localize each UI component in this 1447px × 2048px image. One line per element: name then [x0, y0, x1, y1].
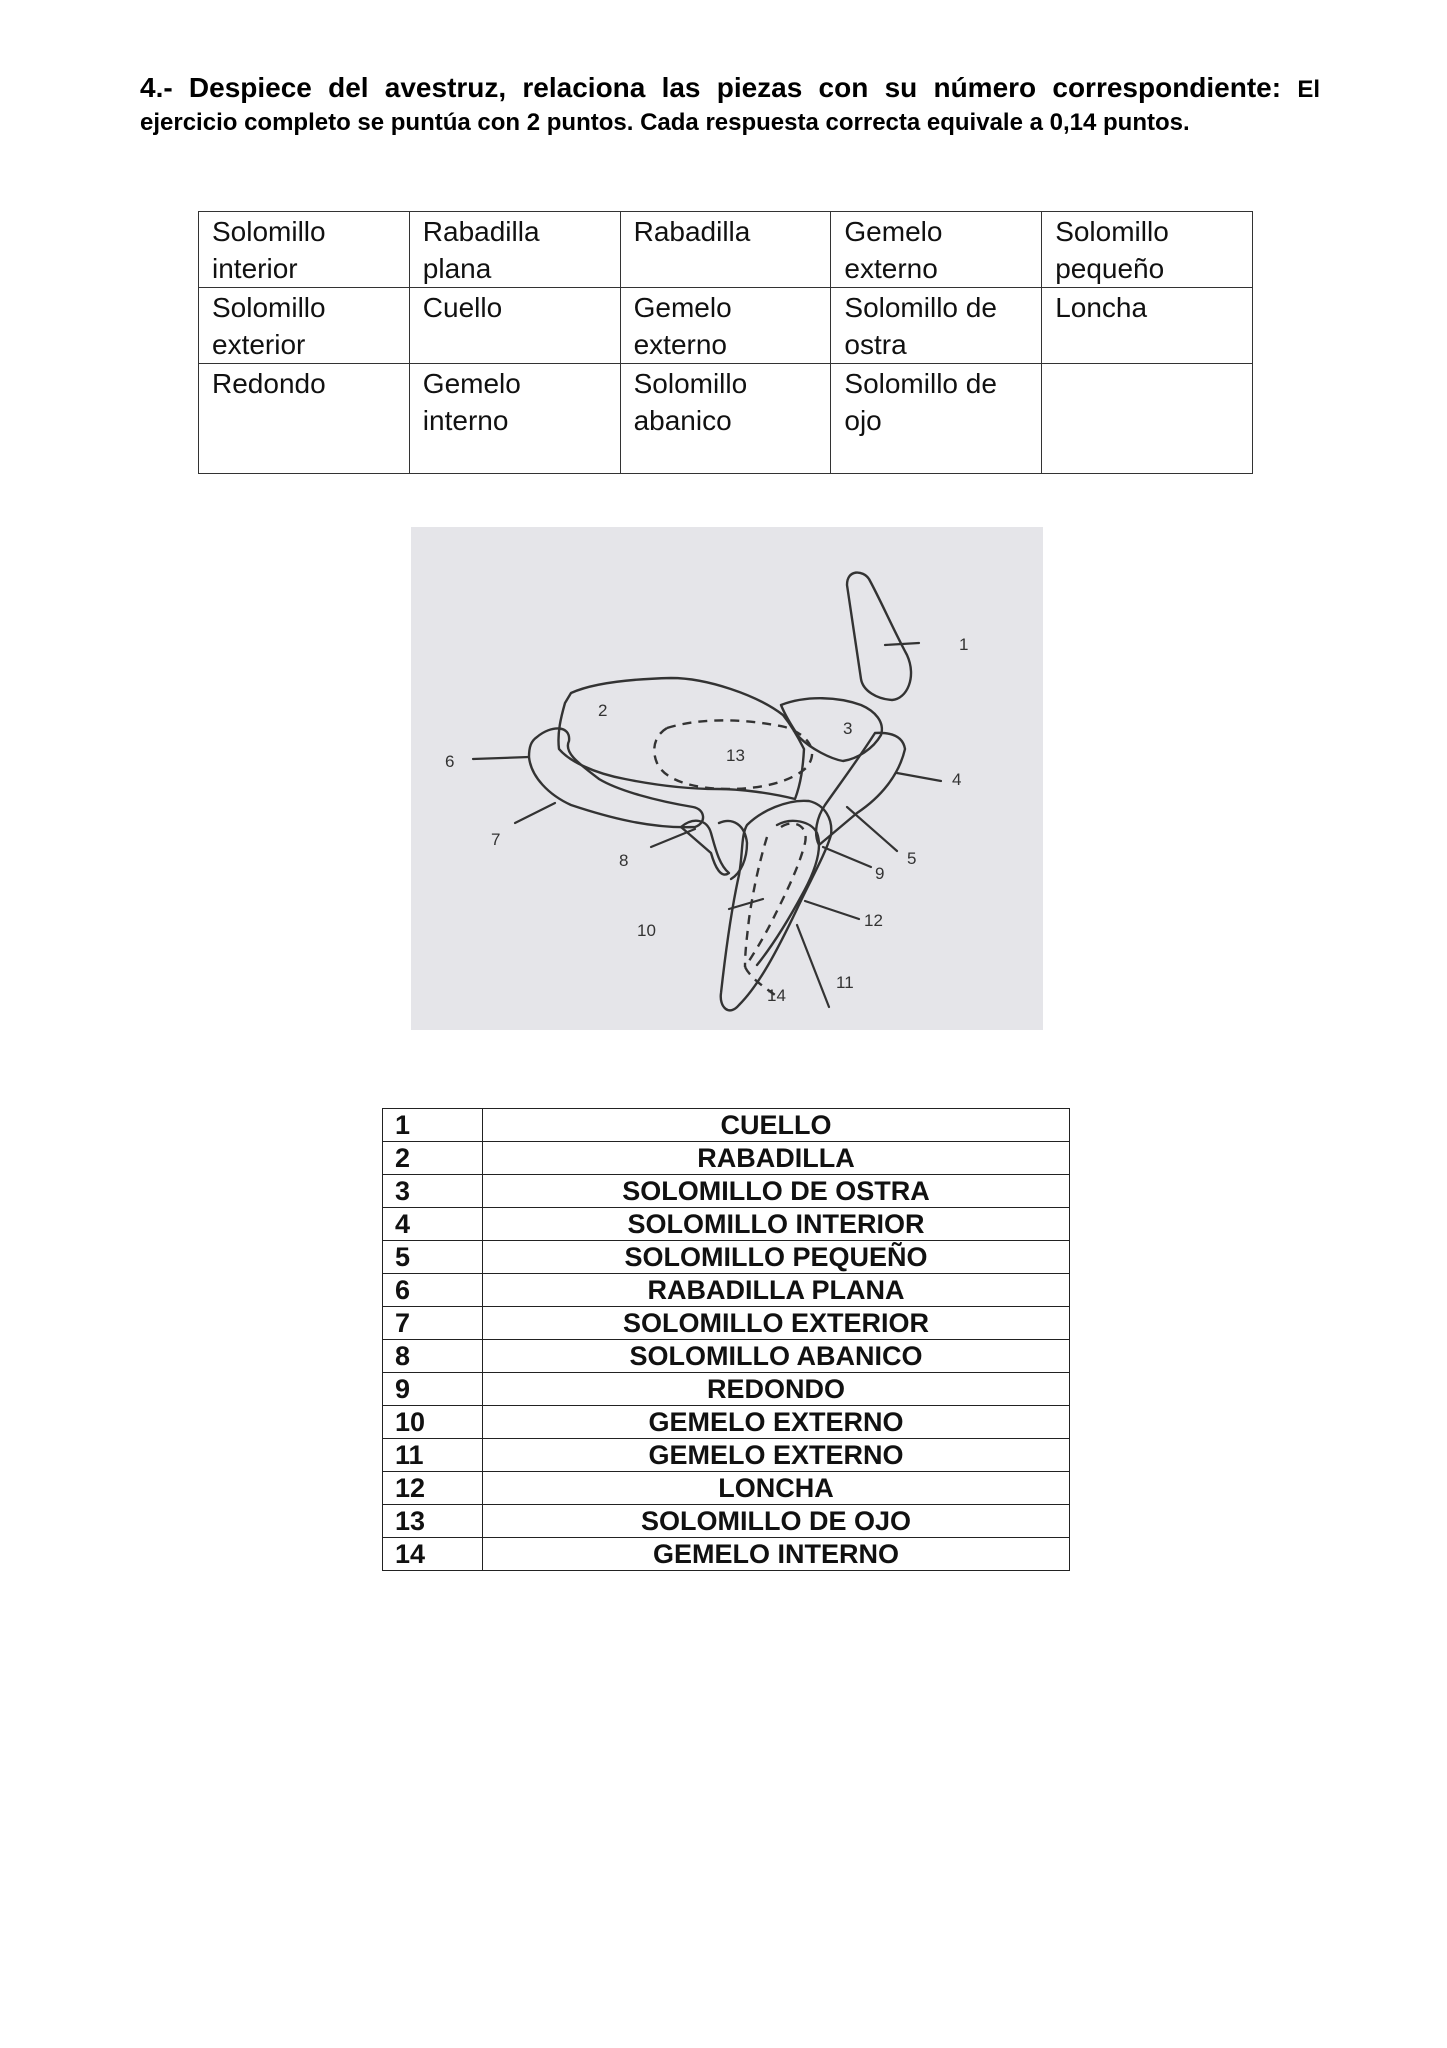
- word-bank-table: [198, 211, 1253, 474]
- exercise-heading: [140, 70, 1320, 139]
- answer-number: 9: [383, 1373, 483, 1406]
- answer-number: 6: [383, 1274, 483, 1307]
- answer-piece-name: RABADILLA PLANA: [483, 1274, 1070, 1307]
- answer-row: [383, 1307, 1070, 1340]
- diagram-label-6: 6: [445, 752, 455, 771]
- word-bank-cell: Redondo: [199, 364, 410, 474]
- diagram-label-4: 4: [952, 770, 962, 789]
- answer-number: 12: [383, 1472, 483, 1505]
- answer-number: 7: [383, 1307, 483, 1340]
- diagram-photo-background: [411, 527, 1043, 1030]
- answer-row: [383, 1241, 1070, 1274]
- answer-piece-name: REDONDO: [483, 1373, 1070, 1406]
- heading-line-1: [140, 70, 1320, 106]
- answer-piece-name: SOLOMILLO DE OSTRA: [483, 1175, 1070, 1208]
- heading-main-text: 4.- Despiece del avestruz, relaciona las piezas con su número correspondiente:: [140, 72, 1282, 103]
- answer-number: 8: [383, 1340, 483, 1373]
- diagram-label-3: 3: [843, 719, 853, 738]
- word-bank-cell: Gemelo externo: [831, 212, 1042, 288]
- word-bank-row: [199, 288, 1253, 364]
- answer-piece-name: RABADILLA: [483, 1142, 1070, 1175]
- diagram-label-13: 13: [726, 746, 745, 765]
- answer-piece-name: SOLOMILLO INTERIOR: [483, 1208, 1070, 1241]
- answer-piece-name: GEMELO INTERNO: [483, 1538, 1070, 1571]
- word-bank-cell: Solomillo de ostra: [831, 288, 1042, 364]
- answer-number: 1: [383, 1109, 483, 1142]
- answer-number: 3: [383, 1175, 483, 1208]
- diagram-label-2: 2: [598, 701, 608, 720]
- word-bank-cell: Solomillo interior: [199, 212, 410, 288]
- diagram-label-7: 7: [491, 830, 501, 849]
- answer-row: [383, 1340, 1070, 1373]
- word-bank-cell: Gemelo externo: [620, 288, 831, 364]
- heading-line-2: ejercicio completo se puntúa con 2 puntos. Cada respuesta correcta equivale a 0,14 puntos.: [140, 108, 1190, 136]
- word-bank-cell: [1042, 364, 1253, 474]
- answer-row: [383, 1406, 1070, 1439]
- answer-row: [383, 1175, 1070, 1208]
- word-bank-cell: Solomillo exterior: [199, 288, 410, 364]
- answer-number: 2: [383, 1142, 483, 1175]
- heading-tail-text: El: [1297, 76, 1321, 103]
- answer-number: 4: [383, 1208, 483, 1241]
- answer-row: [383, 1538, 1070, 1571]
- answer-row: [383, 1505, 1070, 1538]
- word-bank-cell: Rabadilla plana: [409, 212, 620, 288]
- answer-piece-name: LONCHA: [483, 1472, 1070, 1505]
- word-bank-cell: Cuello: [409, 288, 620, 364]
- answer-row: [383, 1373, 1070, 1406]
- answer-number: 5: [383, 1241, 483, 1274]
- answer-piece-name: CUELLO: [483, 1109, 1070, 1142]
- word-bank-cell: Solomillo abanico: [620, 364, 831, 474]
- answer-row: [383, 1109, 1070, 1142]
- diagram-label-12: 12: [864, 911, 883, 930]
- answer-row: [383, 1472, 1070, 1505]
- word-bank-row: [199, 212, 1253, 288]
- diagram-label-1: 1: [959, 635, 969, 654]
- diagram-label-9: 9: [875, 864, 885, 883]
- answer-row: [383, 1274, 1070, 1307]
- answer-number: 10: [383, 1406, 483, 1439]
- answer-number: 14: [383, 1538, 483, 1571]
- answer-row: [383, 1142, 1070, 1175]
- answer-row: [383, 1439, 1070, 1472]
- answer-piece-name: GEMELO EXTERNO: [483, 1439, 1070, 1472]
- word-bank-cell: Rabadilla: [620, 212, 831, 288]
- answer-piece-name: GEMELO EXTERNO: [483, 1406, 1070, 1439]
- answer-number: 13: [383, 1505, 483, 1538]
- answer-piece-name: SOLOMILLO ABANICO: [483, 1340, 1070, 1373]
- ostrich-leg-diagram: [411, 527, 1043, 1030]
- diagram-label-14: 14: [767, 986, 786, 1005]
- answer-row: [383, 1208, 1070, 1241]
- answer-piece-name: SOLOMILLO PEQUEÑO: [483, 1241, 1070, 1274]
- word-bank-cell: Gemelo interno: [409, 364, 620, 474]
- word-bank-cell: Solomillo pequeño: [1042, 212, 1253, 288]
- word-bank-cell: Solomillo de ojo: [831, 364, 1042, 474]
- word-bank-cell: Loncha: [1042, 288, 1253, 364]
- diagram-label-5: 5: [907, 849, 917, 868]
- answer-number: 11: [383, 1439, 483, 1472]
- diagram-label-8: 8: [619, 851, 629, 870]
- answer-piece-name: SOLOMILLO DE OJO: [483, 1505, 1070, 1538]
- word-bank-row: [199, 364, 1253, 474]
- answer-piece-name: SOLOMILLO EXTERIOR: [483, 1307, 1070, 1340]
- diagram-label-10: 10: [637, 921, 656, 940]
- diagram-label-11: 11: [836, 973, 854, 992]
- answer-key-table: [382, 1108, 1070, 1571]
